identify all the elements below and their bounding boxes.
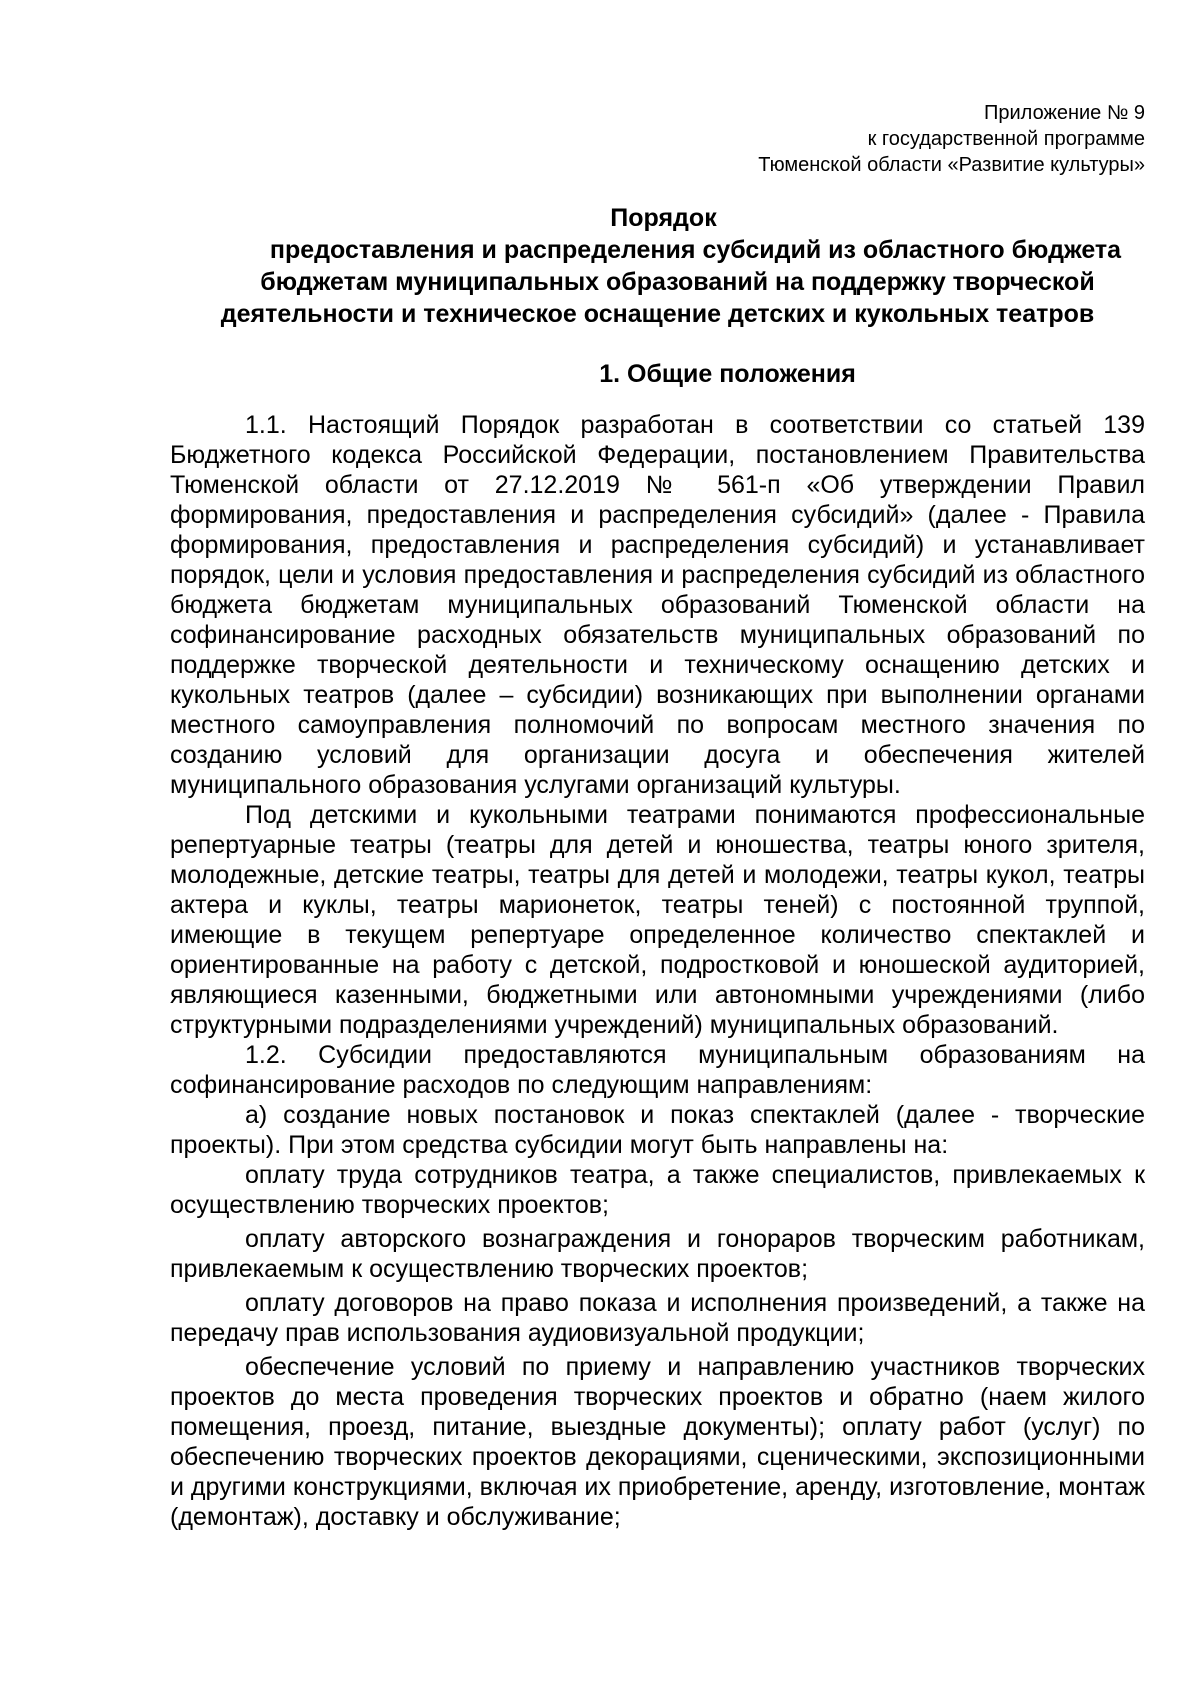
paragraph: обеспечение условий по приему и направлению участников творческих проектов до места проведения творческих проектов и обратно (наем жилого помещения, проезд, питание, выездные документы); оплату работ (услуг) по обеспечению творческих проектов декорациями, сценическими, экспозиционными и другими конструкциями, включая их приобретение, аренду, изготовление, монтаж (демонтаж), доставку и обслуживание; (170, 1353, 1145, 1531)
title-line: деятельности и техническое оснащение детских и кукольных театров (220, 300, 1095, 328)
title-line: предоставления и распределения субсидий из областного бюджета (269, 236, 1122, 264)
appendix-line: Приложение № 9 (984, 102, 1145, 124)
paragraph: а) создание новых постановок и показ спектаклей (далее - творческие проекты). При этом средства субсидии могут быть направлены на: (170, 1101, 1145, 1159)
paragraph: 1.2. Субсидии предоставляются муниципальным образованиям на софинансирование расходов по следующим направлениям: (170, 1041, 1145, 1099)
paragraph: 1.1. Настоящий Порядок разработан в соответствии со статьей 139 Бюджетного кодекса Российской Федерации, постановлением Правительства Тюменской области от 27.12.2019 № 561-п «Об утверждении Правил формирования, предоставления и распределения субсидий» (далее - Правила формирования, предоставления и распределения субсидий) и устанавливает порядок, цели и условия предоставления и распределения субсидий из областного бюджета бюджетам муниципальных образований Тюменской области на софинансирование расходных обязательств муниципальных образований по поддержке творческой деятельности и техническому оснащению детских и кукольных театров (далее – субсидии) возникающих при выполнении органами местного самоуправления полномочий по вопросам местного значения по созданию условий для организации досуга и обеспечения жителей муниципального образования услугами организаций культуры. (170, 411, 1145, 799)
paragraph: оплату договоров на право показа и исполнения произведений, а также на передачу прав использования аудиовизуальной продукции; (170, 1289, 1145, 1347)
section-heading: 1. Общие положения (599, 360, 856, 388)
title-line: бюджетам муниципальных образований на поддержку творческой (260, 268, 1095, 296)
paragraph: оплату авторского вознаграждения и гонораров творческим работникам, привлекаемым к осуществлению творческих проектов; (170, 1225, 1145, 1283)
paragraph: Под детскими и кукольными театрами понимаются профессиональные репертуарные театры (театры для детей и юношества, театры юного зрителя, молодежные, детские театры, театры для детей и молодежи, театры кукол, театры актера и куклы, театры марионеток, театры теней) с постоянной труппой, имеющие в текущем репертуаре определенное количество спектаклей и ориентированные на работу с детской, подростковой и юношеской аудиторией, являющиеся казенными, бюджетными или автономными учреждениями (либо структурными подразделениями учреждений) муниципальных образований. (170, 801, 1145, 1039)
paragraph: оплату труда сотрудников театра, а также специалистов, привлекаемых к осуществлению творческих проектов; (170, 1161, 1145, 1219)
document-page (170, 100, 1145, 1532)
appendix-block (170, 100, 1145, 178)
title-line: Порядок (610, 204, 717, 232)
section-body (170, 410, 1145, 1532)
appendix-line: к государственной программе (867, 128, 1145, 150)
document-title (170, 202, 1145, 330)
appendix-line: Тюменской области «Развитие культуры» (758, 154, 1145, 176)
